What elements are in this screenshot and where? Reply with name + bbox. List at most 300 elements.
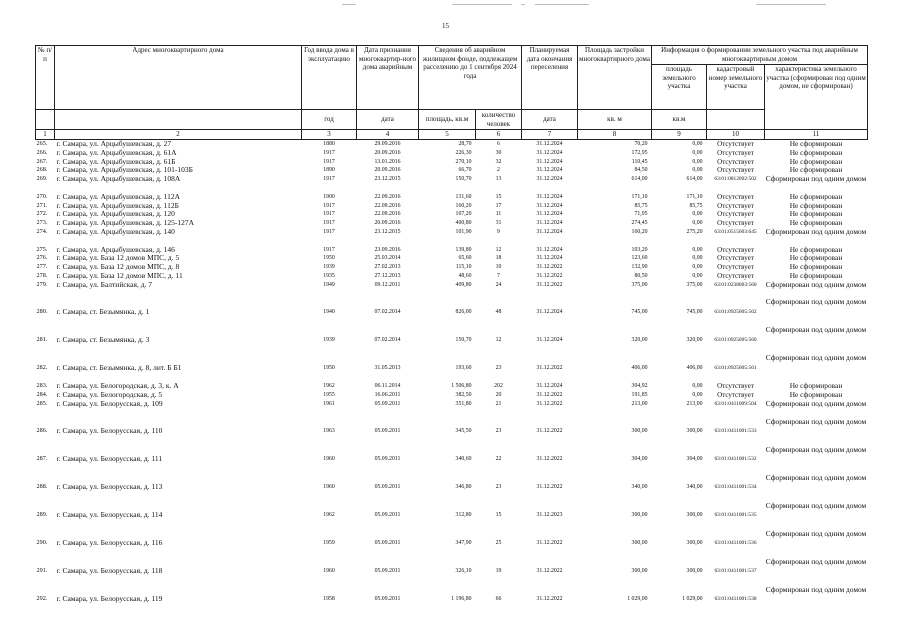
- cell-planned-date: 31.12.2024: [536, 383, 563, 390]
- cell-row-number: 274.: [36, 227, 48, 235]
- cell-fund-area: 226,30: [455, 149, 472, 156]
- header-unit-empty: [55, 110, 302, 130]
- header-cadastral: кадастровый номер земельного участка: [707, 65, 765, 110]
- cell-year-built: 1962: [323, 512, 335, 519]
- cell-date-recognized: 22.09.2016: [374, 211, 401, 218]
- cell-cadastral-number: 63:01:0812002:502: [714, 176, 757, 183]
- cell-people-count: 7: [497, 272, 500, 279]
- cell-build-area: 123,60: [631, 255, 648, 262]
- cell-date-recognized: 27.02.2013: [374, 264, 401, 271]
- cell-cadastral-number: 63:01:0925005:562: [714, 308, 757, 315]
- cell-people-count: 9: [497, 228, 500, 235]
- cell-date-recognized: 05.09.2011: [374, 400, 401, 407]
- column-index-cell: 10: [707, 130, 765, 140]
- cell-fund-area: 347,90: [455, 540, 472, 547]
- table-row: [36, 281, 868, 299]
- cell-land-characteristic: Не сформирован: [789, 219, 843, 228]
- cell-year-built: 1917: [323, 246, 335, 253]
- cell-build-area: 70,20: [634, 141, 648, 147]
- cell-build-area: 274,45: [631, 220, 648, 227]
- header-land-area: площадь земельного участка: [652, 65, 707, 110]
- cell-people-count: 23: [495, 484, 502, 491]
- cell-build-area: 304,92: [631, 383, 648, 390]
- cell-row-number: 275.: [36, 245, 48, 253]
- cell-fund-area: 139,80: [455, 246, 472, 253]
- cell-build-area: 85,75: [634, 202, 648, 209]
- cell-date-recognized: 22.09.2016: [374, 193, 401, 200]
- cell-cadastral-number: 63:01:0515003:645: [714, 228, 757, 235]
- cell-date-recognized: 05.09.2011: [374, 512, 401, 519]
- cell-people-count: 2: [497, 167, 500, 174]
- cell-people-count: 31: [495, 220, 502, 227]
- cell-date-recognized: 05.09.2011: [374, 428, 401, 435]
- table-row: [36, 502, 868, 530]
- cell-people-count: 25: [495, 540, 502, 547]
- cell-land-characteristic: Не сформирован: [789, 263, 843, 272]
- cell-date-recognized: 31.05.2013: [374, 364, 401, 371]
- cell-fund-area: 409,80: [455, 281, 472, 288]
- cell-fund-area: 340,60: [455, 456, 472, 463]
- header-characteristic: характеристика земельного участка (сформирован под одним домом, не сформирован): [765, 65, 868, 130]
- cell-planned-date: 31.12.2022: [536, 264, 563, 271]
- cell-row-number: 279.: [36, 280, 48, 288]
- cell-address: г. Самара, ул. Арцыбушевская, д. 112Б: [56, 201, 179, 210]
- cell-land-characteristic: Не сформирован: [789, 139, 843, 148]
- cell-fund-area: 48,60: [458, 272, 472, 279]
- cell-address: г. Самара, ул. База 12 домов МПС, д. 5: [56, 254, 180, 263]
- table-row: [36, 382, 868, 391]
- table-row: [36, 418, 868, 446]
- cell-planned-date: 31.12.2022: [536, 364, 563, 371]
- cell-build-area: 745,00: [631, 308, 648, 315]
- table-body: [36, 140, 868, 614]
- cell-address: г. Самара, ул. Балтийская, д. 7: [56, 280, 153, 289]
- cell-address: г. Самара, ул. Арцыбушевская, д. 120: [56, 210, 175, 219]
- cell-address: г. Самара, ул. Арцыбушевская, д. 61Б: [56, 157, 176, 166]
- cell-people-count: 10: [495, 264, 502, 271]
- cell-people-count: 19: [495, 568, 502, 575]
- header-unit-year: год: [302, 110, 357, 130]
- cell-row-number: 284.: [36, 391, 48, 399]
- cell-land-area: 0,00: [692, 392, 703, 399]
- cell-cadastral-number: 63:01:0925005:560: [714, 336, 757, 343]
- cell-cadastral-number: 63:01:0411001:532: [714, 456, 757, 463]
- cell-planned-date: 31.12.2022: [536, 272, 563, 279]
- cell-date-recognized: 23.12.2015: [374, 228, 401, 235]
- cell-build-area: 406,00: [631, 364, 648, 371]
- cell-land-area: 300,00: [686, 540, 703, 547]
- table-row: [36, 354, 868, 382]
- header-unit-sqm: кв. м: [578, 110, 652, 130]
- cell-address: г. Самара, ул. Арцыбушевская, д. 140: [56, 227, 175, 236]
- column-index-cell: 4: [357, 130, 419, 140]
- table-row: [36, 474, 868, 502]
- cell-land-area: 0,00: [692, 158, 703, 165]
- cell-row-number: 287.: [36, 455, 48, 463]
- cell-year-built: 1917: [323, 211, 335, 218]
- cell-cadastral-number: Отсутствует: [717, 271, 754, 280]
- cell-people-count: 23: [495, 428, 502, 435]
- cell-land-area: 0,00: [692, 141, 703, 147]
- cell-planned-date: 31.12.2024: [536, 158, 563, 165]
- cell-people-count: 66: [495, 596, 502, 603]
- cell-date-recognized: 23.09.2016: [374, 246, 401, 253]
- cell-people-count: 48: [495, 308, 502, 315]
- cell-cadastral-number: Отсутствует: [717, 148, 754, 157]
- cell-build-area: 300,00: [631, 568, 648, 575]
- cell-row-number: 286.: [36, 427, 48, 435]
- cell-fund-area: 382,50: [455, 392, 472, 399]
- cell-build-area: 375,00: [631, 281, 648, 288]
- cell-land-area: 320,00: [686, 336, 703, 343]
- cell-address: г. Самара, ул. Арцыбушевская, д. 101-103Б: [56, 166, 193, 175]
- cell-build-area: 132,90: [631, 264, 648, 271]
- cell-year-built: 1955: [323, 392, 335, 399]
- cell-year-built: 1935: [323, 272, 335, 279]
- column-index-cell: 11: [765, 130, 868, 140]
- column-index-cell: 5: [419, 130, 476, 140]
- cell-land-characteristic: Не сформирован: [789, 382, 843, 391]
- table-row: [36, 400, 868, 418]
- cell-cadastral-number: 63:01:0411001:535: [714, 512, 757, 519]
- cell-address: г. Самара, ул. Арцыбушевская, д. 108А: [56, 175, 181, 184]
- cell-year-built: 1963: [323, 428, 335, 435]
- cell-date-recognized: 23.12.2015: [374, 176, 401, 183]
- cell-date-recognized: 13.01.2016: [374, 158, 401, 165]
- cell-build-area: 300,00: [631, 540, 648, 547]
- cell-year-built: 1917: [323, 149, 335, 156]
- cell-date-recognized: 22.09.2016: [374, 202, 401, 209]
- cell-row-number: 269.: [36, 175, 48, 183]
- cell-row-number: 285.: [36, 399, 48, 407]
- cell-year-built: 1940: [323, 308, 335, 315]
- cell-people-count: 12: [495, 336, 502, 343]
- page-number: 15: [442, 22, 449, 30]
- cell-land-area: 0,00: [692, 255, 703, 262]
- cell-fund-area: 346,80: [455, 484, 472, 491]
- cell-fund-area: 326,10: [455, 568, 472, 575]
- cell-planned-date: 31.12.2024: [536, 336, 563, 343]
- cell-date-recognized: 07.02.2014: [374, 336, 401, 343]
- cell-row-number: 277.: [36, 263, 48, 271]
- cell-address: г. Самара, ул. Белорусская, д. 109: [56, 399, 163, 408]
- cell-row-number: 289.: [36, 511, 48, 519]
- cell-fund-area: 345,50: [455, 428, 472, 435]
- column-index-cell: 8: [578, 130, 652, 140]
- cell-planned-date: 31.12.2022: [536, 428, 563, 435]
- header-no: № п/п: [36, 46, 55, 110]
- cell-row-number: 281.: [36, 335, 48, 343]
- cell-land-area: 0,00: [692, 246, 703, 253]
- cell-year-built: 1890: [323, 167, 335, 174]
- cell-year-built: 1939: [323, 264, 335, 271]
- cell-land-area: 300,00: [686, 428, 703, 435]
- cell-row-number: 283.: [36, 382, 48, 390]
- cell-row-number: 291.: [36, 567, 48, 575]
- cell-people-count: 11: [495, 211, 502, 218]
- cell-row-number: 282.: [36, 363, 48, 371]
- cell-year-built: 1960: [323, 568, 335, 575]
- cell-fund-area: 131,60: [455, 193, 472, 200]
- cell-people-count: 13: [495, 176, 502, 183]
- cell-address: г. Самара, ул. Белорусская, д. 118: [56, 566, 163, 576]
- table-row: [36, 446, 868, 474]
- cell-land-area: 213,00: [686, 400, 703, 407]
- cell-fund-area: 312,80: [455, 512, 472, 519]
- cell-land-characteristic: Сформирован под одним домом: [765, 585, 867, 594]
- cell-land-characteristic: Не сформирован: [789, 254, 843, 263]
- cell-land-characteristic: Не сформирован: [789, 192, 843, 201]
- cell-year-built: 1960: [323, 456, 335, 463]
- header-unit-sqm-land: кв.м: [652, 110, 707, 130]
- cell-build-area: 300,00: [631, 428, 648, 435]
- cell-cadastral-number: 63:01:0411001:533: [714, 428, 757, 435]
- cell-land-area: 171,10: [686, 193, 703, 200]
- cell-planned-date: 31.12.2022: [536, 456, 563, 463]
- cell-cadastral-number: Отсутствует: [717, 263, 754, 272]
- cell-row-number: 273.: [36, 219, 48, 227]
- cell-people-count: 20: [495, 392, 502, 399]
- cell-people-count: 23: [495, 364, 502, 371]
- cell-date-recognized: 05.09.2011: [374, 484, 401, 491]
- cell-date-recognized: 16.06.2011: [374, 392, 401, 399]
- cell-year-built: 1950: [323, 255, 335, 262]
- cell-address: г. Самара, ст. Безымянка, д. 1: [56, 306, 150, 316]
- cell-address: г. Самара, ул. Белорусская, д. 110: [56, 426, 163, 436]
- cell-cadastral-number: Отсутствует: [717, 219, 754, 228]
- table-row: [36, 246, 868, 255]
- cell-build-area: 80,50: [634, 272, 648, 279]
- table-row: [36, 158, 868, 167]
- cell-row-number: 271.: [36, 201, 48, 209]
- cell-people-count: 12: [495, 246, 502, 253]
- table-row: [36, 558, 868, 586]
- cell-year-built: 1959: [323, 540, 335, 547]
- cell-row-number: 272.: [36, 210, 48, 218]
- cell-planned-date: 31.12.2024: [536, 220, 563, 227]
- header-unit-area: площадь, кв.м: [419, 110, 476, 130]
- table-row: [36, 263, 868, 272]
- cell-land-characteristic: Сформирован под одним домом: [765, 417, 867, 426]
- cell-row-number: 280.: [36, 307, 48, 315]
- cell-fund-area: 150,70: [455, 176, 472, 183]
- cell-address: г. Самара, ул. База 12 домов МПС, д. 11: [56, 271, 183, 280]
- cell-date-recognized: 07.02.2014: [374, 308, 401, 315]
- table-row: [36, 166, 868, 175]
- cell-fund-area: 160,20: [455, 202, 472, 209]
- cell-land-characteristic: Не сформирован: [789, 271, 843, 280]
- header-year: Год ввода дома в эксплуатацию: [302, 46, 357, 110]
- cell-land-area: 0,00: [692, 264, 703, 271]
- table-row: [36, 193, 868, 202]
- table-row: [36, 272, 868, 281]
- cell-fund-area: 400,80: [455, 220, 472, 227]
- cell-row-number: 288.: [36, 483, 48, 491]
- cell-cadastral-number: 63:01:0411001:537: [714, 568, 757, 575]
- cell-land-area: 300,00: [686, 512, 703, 519]
- cell-build-area: 110,45: [631, 158, 648, 165]
- table-row: [36, 391, 868, 400]
- cell-date-recognized: 05.09.2011: [374, 596, 401, 603]
- cell-land-characteristic: Не сформирован: [789, 157, 843, 166]
- cell-cadastral-number: Отсутствует: [717, 254, 754, 263]
- cell-fund-area: 150,70: [455, 336, 472, 343]
- cell-land-area: 745,00: [686, 308, 703, 315]
- cell-land-characteristic: Не сформирован: [789, 245, 843, 254]
- cell-year-built: 1958: [323, 596, 335, 603]
- cell-land-area: 0,00: [692, 167, 703, 174]
- cell-planned-date: 31.12.2024: [536, 228, 563, 235]
- cell-land-area: 1 029,00: [682, 596, 703, 603]
- cell-build-area: 304,00: [631, 456, 648, 463]
- cell-land-characteristic: Не сформирован: [789, 210, 843, 219]
- cell-address: г. Самара, ул. Белорусская, д. 119: [56, 594, 163, 604]
- cell-date-recognized: 06.11.2014: [374, 383, 401, 390]
- cell-fund-area: 193,60: [455, 364, 472, 371]
- cell-planned-date: 31.12.2024: [536, 308, 563, 315]
- cell-land-characteristic: Сформирован под одним домом: [765, 298, 867, 307]
- cell-planned-date: 31.12.2024: [536, 255, 563, 262]
- cell-row-number: 290.: [36, 539, 48, 547]
- cell-land-characteristic: Сформирован под одним домом: [765, 354, 867, 363]
- cell-cadastral-number: Отсутствует: [717, 140, 754, 148]
- cell-land-area: 0,00: [692, 149, 703, 156]
- cell-year-built: 1917: [323, 176, 335, 183]
- header-unit-empty: [36, 110, 55, 130]
- table-row: [36, 149, 868, 158]
- header-fund: Сведения об аварийном жилищном фонде, подлежащем расселению до 1 сентября 2024 года: [419, 46, 522, 110]
- cell-people-count: 30: [495, 149, 502, 156]
- table-row: [36, 254, 868, 263]
- cell-address: г. Самара, ул. Арцыбушевская, д. 112А: [56, 192, 181, 201]
- cell-land-characteristic: Сформирован под одним домом: [765, 399, 867, 408]
- cell-year-built: 1950: [323, 364, 335, 371]
- cell-planned-date: 31.12.2022: [536, 568, 563, 575]
- cell-build-area: 160,20: [631, 228, 648, 235]
- cell-date-recognized: 09.12.2011: [374, 281, 401, 288]
- cell-planned-date: 31.12.2024: [536, 141, 563, 147]
- header-date-recognition: Дата признания многоквартир-ного дома аварийным: [357, 46, 419, 110]
- header-land-info: Информация о формировании земельного участка под аварийным многоквартирным домом: [652, 46, 868, 65]
- cell-date-recognized: 20.09.2016: [374, 149, 401, 156]
- cell-planned-date: 31.12.2024: [536, 211, 563, 218]
- column-index-cell: 6: [476, 130, 522, 140]
- cell-date-recognized: 27.12.2013: [374, 272, 401, 279]
- table-row: [36, 175, 868, 193]
- cell-build-area: 84,50: [634, 167, 648, 174]
- table-row: [36, 140, 868, 149]
- cell-land-characteristic: Сформирован под одним домом: [765, 501, 867, 510]
- cell-land-area: 0,00: [692, 211, 703, 218]
- cell-land-characteristic: Не сформирован: [789, 201, 843, 210]
- cell-land-area: 0,00: [692, 220, 703, 227]
- cell-build-area: 213,00: [631, 400, 648, 407]
- cell-fund-area: 1 506,80: [451, 383, 472, 390]
- cell-year-built: 1917: [323, 220, 335, 227]
- cell-row-number: 292.: [36, 595, 48, 603]
- cell-year-built: 1960: [323, 484, 335, 491]
- header-unit-plan-date: дата: [522, 110, 578, 130]
- cell-fund-area: 1 196,80: [451, 596, 472, 603]
- cell-cadastral-number: Отсутствует: [717, 157, 754, 166]
- cell-build-area: 191,85: [631, 392, 648, 399]
- cell-cadastral-number: Отсутствует: [717, 382, 754, 391]
- cell-date-recognized: 05.09.2011: [374, 568, 401, 575]
- cell-cadastral-number: Отсутствует: [717, 245, 754, 254]
- cell-planned-date: 31.12.2024: [536, 176, 563, 183]
- cell-build-area: 103,20: [631, 246, 648, 253]
- cell-build-area: 300,00: [631, 512, 648, 519]
- cell-land-area: 275,20: [686, 228, 703, 235]
- cell-date-recognized: 05.09.2011: [374, 456, 401, 463]
- cell-cadastral-number: 63:01:0411001:538: [714, 596, 757, 603]
- cell-people-count: 15: [495, 193, 502, 200]
- cell-date-recognized: 25.03.2014: [374, 255, 401, 262]
- cell-land-area: 375,00: [686, 281, 703, 288]
- cell-planned-date: 31.12.2022: [536, 484, 563, 491]
- column-index-cell: 1: [36, 130, 55, 140]
- table-row: [36, 228, 868, 246]
- housing-table-sheet: [35, 45, 867, 614]
- cell-people-count: 32: [495, 158, 502, 165]
- column-index-cell: 3: [302, 130, 357, 140]
- cell-land-characteristic: Не сформирован: [789, 148, 843, 157]
- header-plan-date: Планируемая дата окончания переселения: [522, 46, 578, 110]
- table-row: [36, 530, 868, 558]
- cell-date-recognized: 29.09.2016: [374, 141, 401, 147]
- cell-planned-date: 31.12.2022: [536, 540, 563, 547]
- cell-cadastral-number: Отсутствует: [717, 210, 754, 219]
- cell-row-number: 268.: [36, 166, 48, 174]
- cell-year-built: 1917: [323, 228, 335, 235]
- cell-row-number: 278.: [36, 271, 48, 279]
- cell-planned-date: 31.12.2022: [536, 596, 563, 603]
- cell-land-characteristic: Сформирован под одним домом: [765, 557, 867, 566]
- cell-year-built: 1961: [323, 400, 335, 407]
- table-row: [36, 219, 868, 228]
- emergency-housing-table: [35, 45, 868, 614]
- cell-planned-date: 31.12.2023: [536, 512, 563, 519]
- header-unit-empty: [707, 110, 765, 130]
- header-address: Адрес многоквартирного дома: [55, 46, 302, 110]
- cell-people-count: 6: [497, 141, 500, 147]
- cell-people-count: 24: [495, 281, 502, 288]
- cell-address: г. Самара, ул. Арцыбушевская, д. 61А: [56, 148, 177, 157]
- cell-cadastral-number: 63:01:0238003:560: [714, 281, 757, 288]
- cell-build-area: 320,00: [631, 336, 648, 343]
- cell-address: г. Самара, ул. Белорусская, д. 113: [56, 482, 163, 492]
- cell-planned-date: 31.12.2024: [536, 202, 563, 209]
- cell-people-count: 202: [494, 383, 503, 390]
- cell-land-area: 614,00: [686, 176, 703, 183]
- cell-address: г. Самара, ст. Безымянка, д. 3: [56, 334, 150, 344]
- cell-address: г. Самара, ул. Белорусская, д. 114: [56, 510, 163, 520]
- cell-land-area: 304,00: [686, 456, 703, 463]
- cell-land-area: 340,00: [686, 484, 703, 491]
- cell-year-built: 1949: [323, 281, 335, 288]
- cell-cadastral-number: 63:01:0411001:536: [714, 540, 757, 547]
- cell-land-characteristic: Сформирован под одним домом: [765, 227, 867, 236]
- cell-year-built: 1939: [323, 336, 335, 343]
- cell-build-area: 71,95: [634, 211, 648, 218]
- cell-people-count: 21: [495, 400, 502, 407]
- cell-year-built: 1962: [323, 383, 335, 390]
- cell-cadastral-number: Отсутствует: [717, 201, 754, 210]
- cell-fund-area: 28,70: [458, 141, 472, 147]
- cell-cadastral-number: Отсутствует: [717, 192, 754, 201]
- column-index-cell: 2: [55, 130, 302, 140]
- cell-land-area: 0,00: [692, 272, 703, 279]
